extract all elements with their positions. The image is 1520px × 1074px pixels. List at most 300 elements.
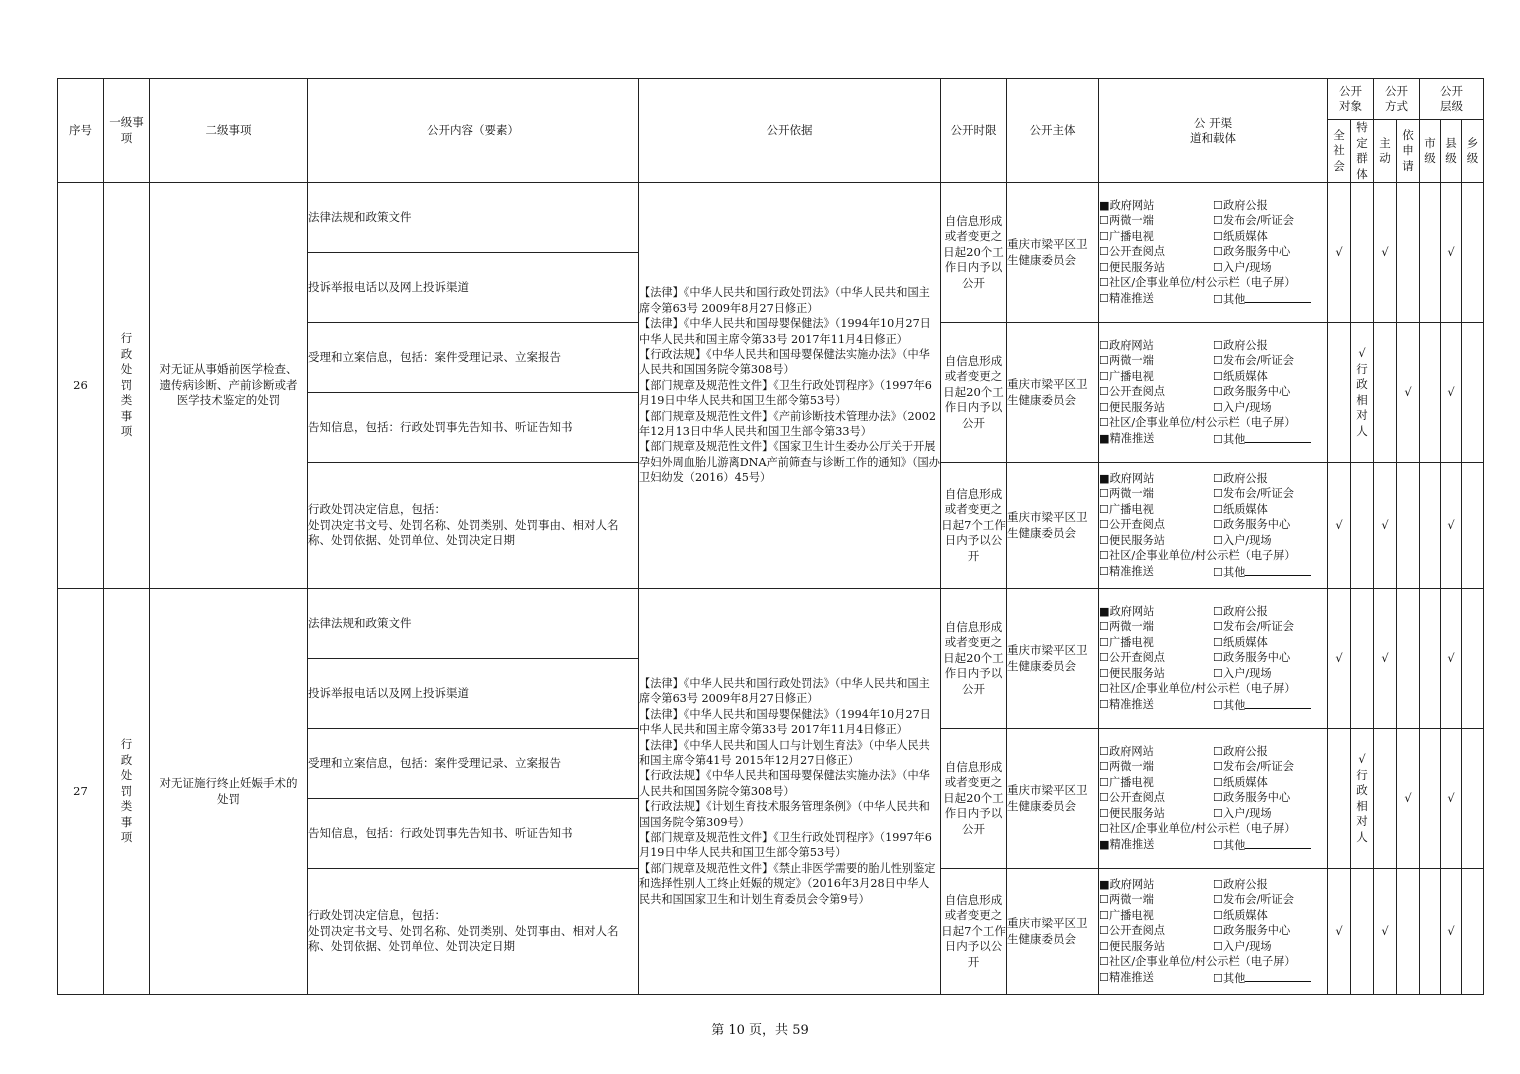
channel-pair <box>1099 229 1327 244</box>
checkbox-icon: ☐ <box>1099 760 1110 774</box>
channel-cell <box>1099 589 1328 729</box>
mark-specific-group <box>1351 589 1374 729</box>
channel-gov_gazette <box>1213 877 1268 892</box>
channel-pair <box>1099 369 1327 384</box>
checkbox-icon: ■ <box>1099 605 1110 619</box>
mark-active: √ <box>1374 589 1397 729</box>
channel-pair <box>1099 790 1327 805</box>
checkbox-icon: ☐ <box>1099 620 1110 634</box>
mark-active: √ <box>1374 869 1397 995</box>
channel-service_station <box>1099 939 1213 954</box>
checkbox-icon: ☐ <box>1213 698 1224 712</box>
channel-label: 发布会/听证会 <box>1223 893 1294 907</box>
channel-service_center <box>1213 650 1290 665</box>
mark-on-request <box>1397 463 1420 589</box>
channel-two_wei <box>1099 486 1213 501</box>
mark-active: √ <box>1374 463 1397 589</box>
mark-all-society: √ <box>1328 589 1351 729</box>
channel-label: 纸质媒体 <box>1223 635 1268 649</box>
limit-cell: 自信息形成或者变更之日起20个工作日内予以公开 <box>941 183 1007 323</box>
header-level1: 一级事项 <box>104 79 150 183</box>
channel-label: 公开查阅点 <box>1109 385 1165 399</box>
basis-line: 【行政法规】《中华人民共和国母婴保健法实施办法》（中华人民共和国国务院令第308号） <box>639 347 930 377</box>
channel-label: 政务服务中心 <box>1223 518 1291 532</box>
channel-pair <box>1099 502 1327 517</box>
channel-pair <box>1099 775 1327 790</box>
channel-label: 政府网站 <box>1109 745 1154 759</box>
channel-paper <box>1213 229 1268 244</box>
channel-broadcast <box>1099 502 1213 517</box>
checkbox-icon: ☐ <box>1213 369 1224 383</box>
channel-gov_site <box>1099 198 1213 213</box>
table-row <box>58 589 1484 659</box>
channel-precise <box>1099 970 1213 986</box>
checkbox-icon: ☐ <box>1099 385 1110 399</box>
mark-on-request: √ <box>1397 729 1420 869</box>
channel-reading <box>1099 650 1213 665</box>
channel-community <box>1099 681 1327 696</box>
mark-city <box>1420 729 1441 869</box>
channel-label: 便民服务站 <box>1109 533 1165 547</box>
channel-label: 政府公报 <box>1223 745 1268 759</box>
mark-city <box>1420 869 1441 995</box>
channel-household <box>1213 400 1272 415</box>
mark-all-society: √ <box>1328 869 1351 995</box>
channel-pair <box>1099 604 1327 619</box>
channel-label: 入户/现场 <box>1223 939 1272 953</box>
channel-label: 其他 <box>1223 565 1246 579</box>
header-channel: 公 开渠道和载体 <box>1099 79 1328 183</box>
channel-pair <box>1099 923 1327 938</box>
channel-label: 政务服务中心 <box>1223 245 1291 259</box>
checkbox-icon: ☐ <box>1099 682 1110 696</box>
channel-gov_gazette <box>1213 338 1268 353</box>
header-target-group: 公开对象 <box>1328 79 1374 120</box>
channel-label: 精准推送 <box>1109 431 1155 445</box>
page-footer: 第 10 页，共 59 <box>711 1023 809 1038</box>
channel-label: 入户/现场 <box>1223 533 1272 547</box>
table-row <box>58 183 1484 253</box>
row-level1: 行政处罚类事项 <box>104 183 150 589</box>
header-level2: 二级事项 <box>150 79 308 183</box>
checkbox-icon: ☐ <box>1213 651 1224 665</box>
channel-label: 两微一端 <box>1109 354 1154 368</box>
channel-household <box>1213 260 1272 275</box>
channel-label: 政府公报 <box>1223 199 1268 213</box>
channel-label: 纸质媒体 <box>1223 229 1268 243</box>
mark-specific-group <box>1351 183 1374 323</box>
channel-other <box>1213 564 1311 580</box>
channel-community <box>1099 415 1327 430</box>
checkbox-icon: ☐ <box>1099 549 1110 563</box>
content-case: 受理和立案信息，包括：案件受理记录、立案报告 <box>308 729 639 799</box>
channel-label: 广播电视 <box>1109 635 1154 649</box>
content-notice: 告知信息，包括：行政处罚事先告知书、听证告知书 <box>308 393 639 463</box>
content-decision-detail: 处罚决定书文号、处罚名称、处罚类别、处罚事由、相对人名称、处罚依据、处罚单位、处罚决定日期 <box>308 923 619 954</box>
channel-label: 精准推送 <box>1109 564 1154 578</box>
channel-gov_site <box>1099 877 1213 892</box>
channel-two_wei <box>1099 353 1213 368</box>
checkbox-icon: ☐ <box>1099 666 1110 680</box>
channel-service_center <box>1213 384 1290 399</box>
channel-reading <box>1099 244 1213 259</box>
channel-pair <box>1099 291 1327 307</box>
checkbox-icon: ☐ <box>1099 955 1110 969</box>
checkbox-icon: ☐ <box>1099 924 1110 938</box>
channel-label: 入户/现场 <box>1223 400 1272 414</box>
channel-precise <box>1099 837 1213 853</box>
content-decision-detail: 处罚决定书文号、处罚名称、处罚类别、处罚事由、相对人名称、处罚依据、处罚单位、处罚决定日期 <box>308 517 619 548</box>
checkbox-icon: ☐ <box>1099 775 1110 789</box>
row-level1: 行政处罚类事项 <box>104 589 150 995</box>
channel-label: 其他 <box>1223 698 1246 712</box>
channel-label: 精准推送 <box>1109 970 1154 984</box>
row-level2: 对无证从事婚前医学检查、遗传病诊断、产前诊断或者医学技术鉴定的处罚 <box>150 183 308 589</box>
checkbox-icon: ☐ <box>1213 533 1224 547</box>
basis-line: 【部门规章及规范性文件】《卫生行政处罚程序》（1997年6月19日中华人民共和国卫生部令第53号） <box>639 831 932 860</box>
basis-line: 【部门规章及规范性文件】《卫生行政处罚程序》（1997年6月19日中华人民共和国卫生部令第53号） <box>639 378 932 408</box>
content-decision <box>308 463 639 589</box>
channel-label: 广播电视 <box>1109 229 1154 243</box>
channel-label: 两微一端 <box>1109 760 1154 774</box>
subject-cell: 重庆市梁平区卫生健康委员会 <box>1007 183 1099 323</box>
channel-service_center <box>1213 517 1290 532</box>
checkbox-icon: ☐ <box>1213 939 1224 953</box>
checkbox-icon: ☐ <box>1213 893 1224 907</box>
mark-city <box>1420 589 1441 729</box>
channel-pair <box>1099 759 1327 774</box>
channel-gov_site <box>1099 744 1213 759</box>
subject-cell: 重庆市梁平区卫生健康委员会 <box>1007 463 1099 589</box>
channel-paper <box>1213 635 1268 650</box>
channel-paper <box>1213 908 1268 923</box>
channel-label: 两微一端 <box>1109 214 1154 228</box>
checkbox-icon: ☐ <box>1213 924 1224 938</box>
header-method-group: 公开方式 <box>1374 79 1420 120</box>
checkbox-icon: ■ <box>1099 837 1110 851</box>
checkbox-icon: ☐ <box>1099 939 1110 953</box>
channel-press <box>1213 892 1294 907</box>
basis-line: 【法律】《中华人民共和国行政处罚法》（中华人民共和国主席令第63号 2009年8月27日修正） <box>639 286 930 315</box>
channel-cell <box>1099 463 1328 589</box>
channel-label: 纸质媒体 <box>1223 369 1268 383</box>
basis-line: 【部门规章及规范性文件】《禁止非医学需要的胎儿性别鉴定和选择性别人工终止妊娠的规定》（2016年3月28日中华人民共和国国家卫生和计划生育委员会令第9号） <box>639 861 936 906</box>
channel-pair <box>1099 533 1327 548</box>
header-city: 市级 <box>1420 120 1441 183</box>
checkbox-icon: ☐ <box>1099 822 1110 836</box>
channel-label: 纸质媒体 <box>1223 775 1268 789</box>
channel-pair <box>1099 353 1327 368</box>
checkbox-icon: ☐ <box>1213 760 1224 774</box>
channel-paper <box>1213 369 1268 384</box>
channel-service_station <box>1099 400 1213 415</box>
channel-household <box>1213 666 1272 681</box>
channel-pair <box>1099 908 1327 923</box>
checkbox-icon: ☐ <box>1099 339 1110 353</box>
checkbox-icon: ☐ <box>1213 487 1224 501</box>
checkbox-icon: ☐ <box>1213 199 1224 213</box>
checkbox-icon: ☐ <box>1213 620 1224 634</box>
mark-on-request <box>1397 589 1420 729</box>
mark-township <box>1462 183 1484 323</box>
checkbox-icon: ☐ <box>1213 666 1224 680</box>
checkbox-icon: ☐ <box>1099 214 1110 228</box>
channel-label: 发布会/听证会 <box>1223 487 1294 501</box>
channel-label: 其他 <box>1223 971 1246 985</box>
checkbox-icon: ■ <box>1099 431 1110 445</box>
channel-label: 政府网站 <box>1109 878 1155 892</box>
blank-line <box>1245 837 1311 849</box>
channel-pair <box>1099 564 1327 580</box>
mark-active: √ <box>1374 183 1397 323</box>
channel-other <box>1213 837 1311 853</box>
channel-broadcast <box>1099 635 1213 650</box>
channel-label: 政府公报 <box>1223 339 1268 353</box>
channel-service_station <box>1099 260 1213 275</box>
channel-pair <box>1099 244 1327 259</box>
checkbox-icon: ☐ <box>1099 354 1110 368</box>
channel-service_center <box>1213 923 1290 938</box>
checkbox-icon: ☐ <box>1213 791 1224 805</box>
limit-cell: 自信息形成或者变更之日起20个工作日内予以公开 <box>941 589 1007 729</box>
channel-pair <box>1099 744 1327 759</box>
channel-label: 发布会/听证会 <box>1223 354 1294 368</box>
basis-line: 【法律】《中华人民共和国母婴保健法》（1994年10月27日中华人民共和国主席令第33号 2017年11月4日修正） <box>639 317 931 346</box>
header-county: 县级 <box>1441 120 1462 183</box>
mark-county: √ <box>1441 869 1462 995</box>
subject-cell: 重庆市梁平区卫生健康委员会 <box>1007 323 1099 463</box>
subject-cell: 重庆市梁平区卫生健康委员会 <box>1007 869 1099 995</box>
channel-cell <box>1099 323 1328 463</box>
channel-reading <box>1099 517 1213 532</box>
channel-pair <box>1099 400 1327 415</box>
blank-line <box>1245 697 1311 709</box>
channel-pair <box>1099 338 1327 353</box>
mark-specific-group <box>1351 869 1374 995</box>
checkbox-icon: ☐ <box>1099 229 1110 243</box>
channel-press <box>1213 486 1294 501</box>
channel-label: 入户/现场 <box>1223 806 1272 820</box>
channel-label: 入户/现场 <box>1223 260 1272 274</box>
basis-cell <box>639 589 941 995</box>
basis-line: 【部门规章及规范性文件】《国家卫生计生委办公厅关于开展孕妇外周血胎儿游离DNA产前筛查与诊断工作的通知》（国办卫妇幼发（2016）45号） <box>639 440 940 485</box>
basis-cell <box>639 183 941 589</box>
channel-label: 社区/企事业单位/村公示栏（电子屏） <box>1109 549 1296 563</box>
channel-label: 两微一端 <box>1109 620 1154 634</box>
channel-cell <box>1099 183 1328 323</box>
checkbox-icon: ☐ <box>1213 745 1224 759</box>
basis-line: 【法律】《中华人民共和国人口与计划生育法》（中华人民共和国主席令第41号 2015年12月27日修正） <box>639 738 930 767</box>
channel-label: 发布会/听证会 <box>1223 760 1294 774</box>
channel-pair <box>1099 198 1327 213</box>
channel-label: 便民服务站 <box>1109 939 1165 953</box>
channel-household <box>1213 806 1272 821</box>
checkbox-icon: ☐ <box>1099 400 1110 414</box>
channel-label: 政府公报 <box>1223 472 1268 486</box>
header-on-request: 依申请 <box>1397 120 1420 183</box>
channel-cell <box>1099 869 1328 995</box>
channel-label: 社区/企事业单位/村公示栏（电子屏） <box>1109 276 1296 290</box>
checkbox-icon: ☐ <box>1099 791 1110 805</box>
channel-pair <box>1099 619 1327 634</box>
channel-two_wei <box>1099 892 1213 907</box>
channel-service_station <box>1099 666 1213 681</box>
checkbox-icon: ☐ <box>1213 565 1224 579</box>
checkbox-icon: ☐ <box>1099 369 1110 383</box>
basis-line: 【部门规章及规范性文件】《产前诊断技术管理办法》（2002年12月13日中华人民共和国卫生部令第33号） <box>639 409 936 439</box>
checkbox-icon: ☐ <box>1099 518 1110 532</box>
channel-service_station <box>1099 533 1213 548</box>
channel-label: 发布会/听证会 <box>1223 620 1294 634</box>
mark-city <box>1420 183 1441 323</box>
basis-line: 【行政法规】《中华人民共和国母婴保健法实施办法》（中华人民共和国国务院令第308号） <box>639 769 930 798</box>
checkbox-icon: ☐ <box>1213 214 1224 228</box>
channel-reading <box>1099 923 1213 938</box>
content-complaint: 投诉举报电话以及网上投诉渠道 <box>308 659 639 729</box>
subject-cell: 重庆市梁平区卫生健康委员会 <box>1007 729 1099 869</box>
channel-label: 广播电视 <box>1109 775 1154 789</box>
mark-township <box>1462 869 1484 995</box>
content-decision-title: 行政处罚决定信息，包括： <box>308 908 446 923</box>
content-decision-title: 行政处罚决定信息，包括： <box>308 502 446 517</box>
mark-all-society: √ <box>1328 183 1351 323</box>
channel-service_center <box>1213 790 1290 805</box>
channel-label: 入户/现场 <box>1223 666 1272 680</box>
checkbox-icon: ☐ <box>1099 697 1110 711</box>
mark-all-society <box>1328 323 1351 463</box>
channel-pair <box>1099 666 1327 681</box>
blank-line <box>1245 431 1311 443</box>
content-decision <box>308 869 639 995</box>
checkbox-icon: ☐ <box>1099 806 1110 820</box>
header-active: 主动 <box>1374 120 1397 183</box>
checkbox-icon: ☐ <box>1099 260 1110 274</box>
checkbox-icon: ☐ <box>1099 533 1110 547</box>
channel-label: 社区/企事业单位/村公示栏（电子屏） <box>1109 955 1296 969</box>
content-case: 受理和立案信息，包括：案件受理记录、立案报告 <box>308 323 639 393</box>
content-complaint: 投诉举报电话以及网上投诉渠道 <box>308 253 639 323</box>
channel-household <box>1213 533 1272 548</box>
blank-line <box>1245 291 1311 303</box>
channel-label: 便民服务站 <box>1109 260 1165 274</box>
channel-reading <box>1099 384 1213 399</box>
channel-press <box>1213 759 1294 774</box>
channel-precise <box>1099 431 1213 447</box>
header-subject: 公开主体 <box>1007 79 1099 183</box>
channel-press <box>1213 213 1294 228</box>
channel-pair <box>1099 384 1327 399</box>
checkbox-icon: ☐ <box>1213 229 1224 243</box>
checkbox-icon: ☐ <box>1099 291 1110 305</box>
checkbox-icon: ☐ <box>1099 245 1110 259</box>
channel-broadcast <box>1099 229 1213 244</box>
header-content: 公开内容（要素） <box>308 79 639 183</box>
mark-specific-group <box>1351 463 1374 589</box>
channel-label: 社区/企事业单位/村公示栏（电子屏） <box>1109 682 1296 696</box>
checkbox-icon: ☐ <box>1213 400 1224 414</box>
channel-label: 政府公报 <box>1223 605 1268 619</box>
limit-cell: 自信息形成或者变更之日起7个工作日内予以公开 <box>941 463 1007 589</box>
checkbox-icon: ☐ <box>1213 908 1224 922</box>
blank-line <box>1245 970 1311 982</box>
mark-specific-group: √行政相对人 <box>1351 323 1374 463</box>
mark-all-society <box>1328 729 1351 869</box>
mark-township <box>1462 323 1484 463</box>
row-level2: 对无证施行终止妊娠手术的处罚 <box>150 589 308 995</box>
channel-label: 广播电视 <box>1109 369 1154 383</box>
channel-pair <box>1099 877 1327 892</box>
mark-active <box>1374 323 1397 463</box>
channel-gov_gazette <box>1213 471 1268 486</box>
channel-label: 公开查阅点 <box>1109 791 1165 805</box>
checkbox-icon: ☐ <box>1099 502 1110 516</box>
limit-cell: 自信息形成或者变更之日起20个工作日内予以公开 <box>941 323 1007 463</box>
checkbox-icon: ☐ <box>1213 502 1224 516</box>
channel-label: 精准推送 <box>1109 291 1154 305</box>
channel-gov_site <box>1099 471 1213 486</box>
content-notice: 告知信息，包括：行政处罚事先告知书、听证告知书 <box>308 799 639 869</box>
channel-label: 广播电视 <box>1109 502 1154 516</box>
checkbox-icon: ☐ <box>1099 635 1110 649</box>
channel-label: 社区/企事业单位/村公示栏（电子屏） <box>1109 416 1296 430</box>
channel-pair <box>1099 892 1327 907</box>
checkbox-icon: ☐ <box>1213 339 1224 353</box>
limit-cell: 自信息形成或者变更之日起7个工作日内予以公开 <box>941 869 1007 995</box>
channel-broadcast <box>1099 775 1213 790</box>
channel-pair <box>1099 837 1327 853</box>
channel-pair <box>1099 517 1327 532</box>
checkbox-icon: ☐ <box>1213 432 1224 446</box>
mark-on-request: √ <box>1397 323 1420 463</box>
header-basis: 公开依据 <box>639 79 941 183</box>
channel-two_wei <box>1099 213 1213 228</box>
channel-label: 公开查阅点 <box>1109 245 1165 259</box>
basis-line: 【行政法规】《计划生育技术服务管理条例》（中华人民共和国国务院令第309号） <box>639 800 930 829</box>
channel-label: 便民服务站 <box>1109 666 1165 680</box>
subject-cell: 重庆市梁平区卫生健康委员会 <box>1007 589 1099 729</box>
channel-gov_site <box>1099 338 1213 353</box>
channel-gov_gazette <box>1213 198 1268 213</box>
checkbox-icon: ■ <box>1099 199 1110 213</box>
mark-township <box>1462 729 1484 869</box>
channel-gov_gazette <box>1213 744 1268 759</box>
basis-line: 【法律】《中华人民共和国母婴保健法》（1994年10月27日中华人民共和国主席令第33号 2017年11月4日修正） <box>639 707 931 737</box>
checkbox-icon: ■ <box>1099 878 1110 892</box>
checkbox-icon: ☐ <box>1213 806 1224 820</box>
channel-broadcast <box>1099 908 1213 923</box>
checkbox-icon: ☐ <box>1213 838 1224 852</box>
channel-community <box>1099 821 1327 836</box>
checkbox-icon: ☐ <box>1213 775 1224 789</box>
mark-all-society: √ <box>1328 463 1351 589</box>
mark-active <box>1374 729 1397 869</box>
checkbox-icon: ☐ <box>1213 472 1224 486</box>
channel-label: 公开查阅点 <box>1109 518 1165 532</box>
mark-on-request <box>1397 869 1420 995</box>
channel-label: 政务服务中心 <box>1223 791 1291 805</box>
header-seq: 序号 <box>58 79 104 183</box>
mark-city <box>1420 323 1441 463</box>
channel-label: 发布会/听证会 <box>1223 214 1294 228</box>
checkbox-icon: ☐ <box>1213 878 1224 892</box>
channel-pair <box>1099 635 1327 650</box>
channel-cell <box>1099 729 1328 869</box>
header-all-society: 全社会 <box>1328 120 1351 183</box>
channel-press <box>1213 619 1294 634</box>
channel-gov_site <box>1099 604 1213 619</box>
header-limit: 公开时限 <box>941 79 1007 183</box>
channel-label: 政府网站 <box>1109 199 1155 213</box>
